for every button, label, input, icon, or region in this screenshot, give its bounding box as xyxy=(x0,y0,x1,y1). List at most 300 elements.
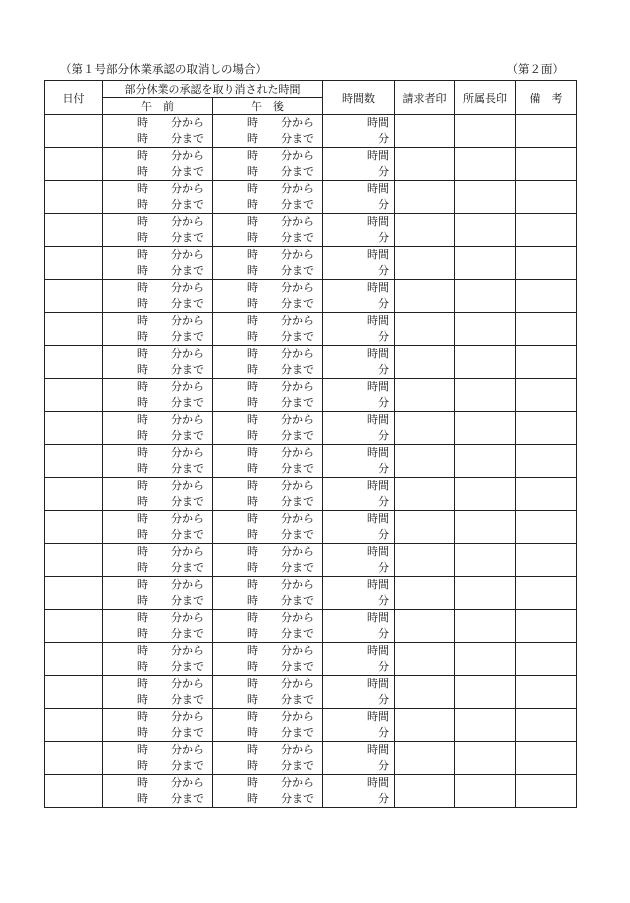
min-to-label: 分まで xyxy=(171,132,204,145)
dept-head-seal-cell[interactable] xyxy=(455,214,516,247)
pm-time-cell[interactable] xyxy=(213,313,323,346)
remarks-cell[interactable] xyxy=(516,478,577,511)
hours-unit-label: 時間 xyxy=(367,413,389,426)
am-time-cell[interactable] xyxy=(103,610,213,643)
min-from-label: 分から xyxy=(171,611,204,624)
hours-cell[interactable] xyxy=(323,214,395,247)
am-time-cell[interactable] xyxy=(103,313,213,346)
hour-label: 時 xyxy=(247,743,258,756)
am-time-cell[interactable] xyxy=(103,544,213,577)
date-cell[interactable] xyxy=(45,445,103,478)
date-cell[interactable] xyxy=(45,412,103,445)
hours-cell[interactable] xyxy=(323,181,395,214)
am-time-cell[interactable] xyxy=(103,115,213,148)
am-time-cell[interactable] xyxy=(103,643,213,676)
pm-time-cell[interactable] xyxy=(213,478,323,511)
am-time-cell[interactable] xyxy=(103,181,213,214)
min-from-label: 分から xyxy=(171,512,204,525)
table-row xyxy=(45,742,577,775)
requester-seal-cell[interactable] xyxy=(395,643,455,676)
hour-label: 時 xyxy=(137,314,148,327)
minutes-unit-label: 分 xyxy=(378,726,389,739)
hour-label: 時 xyxy=(137,644,148,657)
am-time-cell[interactable] xyxy=(103,445,213,478)
hour-label: 時 xyxy=(137,776,148,789)
min-to-label: 分まで xyxy=(281,660,314,673)
min-to-label: 分まで xyxy=(281,396,314,409)
minutes-unit-label: 分 xyxy=(378,264,389,277)
minutes-unit-label: 分 xyxy=(378,363,389,376)
min-to-label: 分まで xyxy=(171,264,204,277)
pm-time-cell[interactable] xyxy=(213,742,323,775)
hours-cell[interactable] xyxy=(323,478,395,511)
remarks-cell[interactable] xyxy=(516,379,577,412)
minutes-unit-label: 分 xyxy=(378,165,389,178)
pm-time-cell[interactable] xyxy=(213,610,323,643)
partial-leave-cancellation-table xyxy=(44,80,577,808)
min-to-label: 分まで xyxy=(171,363,204,376)
hour-label: 時 xyxy=(247,248,258,261)
min-from-label: 分から xyxy=(281,545,314,558)
date-cell[interactable] xyxy=(45,478,103,511)
hours-cell[interactable] xyxy=(323,742,395,775)
am-time-cell[interactable] xyxy=(103,280,213,313)
date-cell[interactable] xyxy=(45,742,103,775)
min-from-label: 分から xyxy=(171,413,204,426)
min-to-label: 分まで xyxy=(281,693,314,706)
remarks-cell[interactable] xyxy=(516,511,577,544)
date-cell[interactable] xyxy=(45,313,103,346)
hour-label: 時 xyxy=(137,660,148,673)
min-from-label: 分から xyxy=(281,215,314,228)
hour-label: 時 xyxy=(247,677,258,690)
hour-label: 時 xyxy=(247,429,258,442)
requester-seal-cell[interactable] xyxy=(395,313,455,346)
table-row xyxy=(45,709,577,742)
minutes-unit-label: 分 xyxy=(378,396,389,409)
hours-cell[interactable] xyxy=(323,445,395,478)
hour-label: 時 xyxy=(247,446,258,459)
hour-label: 時 xyxy=(137,528,148,541)
hours-cell[interactable] xyxy=(323,313,395,346)
min-from-label: 分から xyxy=(281,743,314,756)
min-to-label: 分まで xyxy=(171,660,204,673)
requester-seal-cell[interactable] xyxy=(395,709,455,742)
col-header-date: 日付 xyxy=(45,81,103,115)
pm-time-cell[interactable] xyxy=(213,445,323,478)
date-cell[interactable] xyxy=(45,115,103,148)
col-header-remarks: 備 考 xyxy=(516,81,577,115)
hour-label: 時 xyxy=(137,693,148,706)
form-subtitle: （第１号部分休業承認の取消しの場合） xyxy=(60,62,267,76)
min-from-label: 分から xyxy=(171,644,204,657)
hour-label: 時 xyxy=(137,396,148,409)
table-row xyxy=(45,577,577,610)
requester-seal-cell[interactable] xyxy=(395,181,455,214)
min-to-label: 分まで xyxy=(281,495,314,508)
hour-label: 時 xyxy=(247,132,258,145)
pm-time-cell[interactable] xyxy=(213,379,323,412)
remarks-cell[interactable] xyxy=(516,280,577,313)
table-row xyxy=(45,379,577,412)
hours-cell[interactable] xyxy=(323,379,395,412)
am-time-cell[interactable] xyxy=(103,775,213,808)
hour-label: 時 xyxy=(137,363,148,376)
hour-label: 時 xyxy=(137,743,148,756)
min-from-label: 分から xyxy=(171,314,204,327)
hour-label: 時 xyxy=(247,578,258,591)
min-from-label: 分から xyxy=(171,743,204,756)
date-cell[interactable] xyxy=(45,676,103,709)
requester-seal-cell[interactable] xyxy=(395,379,455,412)
am-time-cell[interactable] xyxy=(103,412,213,445)
dept-head-seal-cell[interactable] xyxy=(455,676,516,709)
hours-unit-label: 時間 xyxy=(367,776,389,789)
table-row xyxy=(45,676,577,709)
pm-time-cell[interactable] xyxy=(213,577,323,610)
dept-head-seal-cell[interactable] xyxy=(455,115,516,148)
hour-label: 時 xyxy=(137,231,148,244)
remarks-cell[interactable] xyxy=(516,742,577,775)
dept-head-seal-cell[interactable] xyxy=(455,742,516,775)
date-cell[interactable] xyxy=(45,346,103,379)
min-to-label: 分まで xyxy=(281,792,314,805)
hour-label: 時 xyxy=(247,116,258,129)
min-from-label: 分から xyxy=(281,446,314,459)
hour-label: 時 xyxy=(137,429,148,442)
minutes-unit-label: 分 xyxy=(378,660,389,673)
am-time-cell[interactable] xyxy=(103,577,213,610)
dept-head-seal-cell[interactable] xyxy=(455,709,516,742)
hour-label: 時 xyxy=(247,528,258,541)
hours-cell[interactable] xyxy=(323,280,395,313)
hour-label: 時 xyxy=(247,198,258,211)
dept-head-seal-cell[interactable] xyxy=(455,511,516,544)
pm-time-cell[interactable] xyxy=(213,643,323,676)
hour-label: 時 xyxy=(247,396,258,409)
minutes-unit-label: 分 xyxy=(378,528,389,541)
requester-seal-cell[interactable] xyxy=(395,247,455,280)
pm-time-cell[interactable] xyxy=(213,280,323,313)
hour-label: 時 xyxy=(247,215,258,228)
min-to-label: 分まで xyxy=(171,627,204,640)
table-row xyxy=(45,412,577,445)
hour-label: 時 xyxy=(247,380,258,393)
am-time-cell[interactable] xyxy=(103,148,213,181)
hour-label: 時 xyxy=(247,264,258,277)
requester-seal-cell[interactable] xyxy=(395,412,455,445)
hours-unit-label: 時間 xyxy=(367,248,389,261)
hour-label: 時 xyxy=(137,198,148,211)
pm-time-cell[interactable] xyxy=(213,775,323,808)
hour-label: 時 xyxy=(247,231,258,244)
hour-label: 時 xyxy=(247,347,258,360)
remarks-cell[interactable] xyxy=(516,544,577,577)
hour-label: 時 xyxy=(137,347,148,360)
date-cell[interactable] xyxy=(45,643,103,676)
min-to-label: 分まで xyxy=(171,396,204,409)
dept-head-seal-cell[interactable] xyxy=(455,247,516,280)
hour-label: 時 xyxy=(247,165,258,178)
hour-label: 時 xyxy=(247,363,258,376)
table-row xyxy=(45,511,577,544)
hour-label: 時 xyxy=(137,297,148,310)
am-time-cell[interactable] xyxy=(103,346,213,379)
requester-seal-cell[interactable] xyxy=(395,280,455,313)
dept-head-seal-cell[interactable] xyxy=(455,445,516,478)
date-cell[interactable] xyxy=(45,148,103,181)
hours-cell[interactable] xyxy=(323,247,395,280)
minutes-unit-label: 分 xyxy=(378,627,389,640)
am-time-cell[interactable] xyxy=(103,742,213,775)
requester-seal-cell[interactable] xyxy=(395,445,455,478)
minutes-unit-label: 分 xyxy=(378,495,389,508)
am-time-cell[interactable] xyxy=(103,478,213,511)
pm-time-cell[interactable] xyxy=(213,676,323,709)
hours-cell[interactable] xyxy=(323,544,395,577)
hour-label: 時 xyxy=(137,281,148,294)
min-to-label: 分まで xyxy=(171,561,204,574)
pm-time-cell[interactable] xyxy=(213,115,323,148)
hours-cell[interactable] xyxy=(323,643,395,676)
dept-head-seal-cell[interactable] xyxy=(455,379,516,412)
remarks-cell[interactable] xyxy=(516,247,577,280)
min-to-label: 分まで xyxy=(281,264,314,277)
col-header-am: 午 前 xyxy=(103,98,213,115)
min-from-label: 分から xyxy=(171,545,204,558)
min-from-label: 分から xyxy=(281,479,314,492)
minutes-unit-label: 分 xyxy=(378,561,389,574)
minutes-unit-label: 分 xyxy=(378,231,389,244)
min-from-label: 分から xyxy=(171,479,204,492)
remarks-cell[interactable] xyxy=(516,676,577,709)
hour-label: 時 xyxy=(137,677,148,690)
pm-time-cell[interactable] xyxy=(213,511,323,544)
hour-label: 時 xyxy=(137,495,148,508)
hours-unit-label: 時間 xyxy=(367,644,389,657)
hour-label: 時 xyxy=(247,512,258,525)
remarks-cell[interactable] xyxy=(516,313,577,346)
min-from-label: 分から xyxy=(281,776,314,789)
requester-seal-cell[interactable] xyxy=(395,115,455,148)
requester-seal-cell[interactable] xyxy=(395,775,455,808)
hour-label: 時 xyxy=(137,413,148,426)
table-row xyxy=(45,643,577,676)
col-header-requester-seal: 請求者印 xyxy=(395,81,455,115)
min-to-label: 分まで xyxy=(281,429,314,442)
hours-unit-label: 時間 xyxy=(367,215,389,228)
min-to-label: 分まで xyxy=(171,594,204,607)
pm-time-cell[interactable] xyxy=(213,247,323,280)
hours-cell[interactable] xyxy=(323,709,395,742)
remarks-cell[interactable] xyxy=(516,610,577,643)
min-from-label: 分から xyxy=(281,413,314,426)
remarks-cell[interactable] xyxy=(516,181,577,214)
hours-cell[interactable] xyxy=(323,148,395,181)
date-cell[interactable] xyxy=(45,247,103,280)
min-from-label: 分から xyxy=(171,446,204,459)
table-row xyxy=(45,346,577,379)
dept-head-seal-cell[interactable] xyxy=(455,577,516,610)
min-from-label: 分から xyxy=(171,677,204,690)
pm-time-cell[interactable] xyxy=(213,181,323,214)
table-row xyxy=(45,280,577,313)
am-time-cell[interactable] xyxy=(103,676,213,709)
hour-label: 時 xyxy=(247,545,258,558)
hour-label: 時 xyxy=(247,611,258,624)
hour-label: 時 xyxy=(247,413,258,426)
table-row xyxy=(45,148,577,181)
min-to-label: 分まで xyxy=(281,330,314,343)
requester-seal-cell[interactable] xyxy=(395,577,455,610)
hour-label: 時 xyxy=(247,693,258,706)
date-cell[interactable] xyxy=(45,709,103,742)
hour-label: 時 xyxy=(247,726,258,739)
minutes-unit-label: 分 xyxy=(378,330,389,343)
min-from-label: 分から xyxy=(281,644,314,657)
hour-label: 時 xyxy=(247,462,258,475)
min-from-label: 分から xyxy=(281,512,314,525)
dept-head-seal-cell[interactable] xyxy=(455,280,516,313)
requester-seal-cell[interactable] xyxy=(395,214,455,247)
date-cell[interactable] xyxy=(45,214,103,247)
hour-label: 時 xyxy=(247,594,258,607)
hour-label: 時 xyxy=(247,660,258,673)
dept-head-seal-cell[interactable] xyxy=(455,610,516,643)
dept-head-seal-cell[interactable] xyxy=(455,643,516,676)
date-cell[interactable] xyxy=(45,544,103,577)
min-to-label: 分まで xyxy=(281,165,314,178)
min-to-label: 分まで xyxy=(171,693,204,706)
min-to-label: 分まで xyxy=(171,231,204,244)
requester-seal-cell[interactable] xyxy=(395,676,455,709)
hour-label: 時 xyxy=(137,116,148,129)
hour-label: 時 xyxy=(137,545,148,558)
dept-head-seal-cell[interactable] xyxy=(455,478,516,511)
dept-head-seal-cell[interactable] xyxy=(455,544,516,577)
date-cell[interactable] xyxy=(45,379,103,412)
hour-label: 時 xyxy=(247,297,258,310)
pm-time-cell[interactable] xyxy=(213,412,323,445)
requester-seal-cell[interactable] xyxy=(395,610,455,643)
min-from-label: 分から xyxy=(171,248,204,261)
am-time-cell[interactable] xyxy=(103,379,213,412)
min-from-label: 分から xyxy=(281,578,314,591)
requester-seal-cell[interactable] xyxy=(395,478,455,511)
hour-label: 時 xyxy=(137,578,148,591)
date-cell[interactable] xyxy=(45,610,103,643)
min-to-label: 分まで xyxy=(171,759,204,772)
hours-cell[interactable] xyxy=(323,577,395,610)
min-from-label: 分から xyxy=(171,149,204,162)
hour-label: 時 xyxy=(137,149,148,162)
min-from-label: 分から xyxy=(281,149,314,162)
dept-head-seal-cell[interactable] xyxy=(455,346,516,379)
minutes-unit-label: 分 xyxy=(378,693,389,706)
pm-time-cell[interactable] xyxy=(213,709,323,742)
dept-head-seal-cell[interactable] xyxy=(455,775,516,808)
remarks-cell[interactable] xyxy=(516,445,577,478)
remarks-cell[interactable] xyxy=(516,775,577,808)
hours-cell[interactable] xyxy=(323,610,395,643)
hour-label: 時 xyxy=(137,182,148,195)
min-from-label: 分から xyxy=(171,776,204,789)
am-time-cell[interactable] xyxy=(103,247,213,280)
min-from-label: 分から xyxy=(171,182,204,195)
hours-cell[interactable] xyxy=(323,511,395,544)
am-time-cell[interactable] xyxy=(103,511,213,544)
hours-cell[interactable] xyxy=(323,346,395,379)
pm-time-cell[interactable] xyxy=(213,346,323,379)
min-from-label: 分から xyxy=(281,677,314,690)
min-to-label: 分まで xyxy=(171,462,204,475)
min-to-label: 分まで xyxy=(281,132,314,145)
hour-label: 時 xyxy=(137,611,148,624)
requester-seal-cell[interactable] xyxy=(395,544,455,577)
remarks-cell[interactable] xyxy=(516,709,577,742)
min-from-label: 分から xyxy=(281,347,314,360)
date-cell[interactable] xyxy=(45,775,103,808)
dept-head-seal-cell[interactable] xyxy=(455,313,516,346)
date-cell[interactable] xyxy=(45,511,103,544)
min-to-label: 分まで xyxy=(281,297,314,310)
hours-cell[interactable] xyxy=(323,775,395,808)
hours-cell[interactable] xyxy=(323,412,395,445)
min-from-label: 分から xyxy=(171,578,204,591)
remarks-cell[interactable] xyxy=(516,412,577,445)
hours-cell[interactable] xyxy=(323,676,395,709)
remarks-cell[interactable] xyxy=(516,214,577,247)
remarks-cell[interactable] xyxy=(516,346,577,379)
date-cell[interactable] xyxy=(45,577,103,610)
hour-label: 時 xyxy=(247,759,258,772)
pm-time-cell[interactable] xyxy=(213,214,323,247)
hour-label: 時 xyxy=(137,479,148,492)
table-row xyxy=(45,181,577,214)
table-row xyxy=(45,115,577,148)
min-from-label: 分から xyxy=(281,182,314,195)
pm-time-cell[interactable] xyxy=(213,148,323,181)
min-to-label: 分まで xyxy=(171,495,204,508)
hours-unit-label: 時間 xyxy=(367,446,389,459)
remarks-cell[interactable] xyxy=(516,148,577,181)
requester-seal-cell[interactable] xyxy=(395,742,455,775)
remarks-cell[interactable] xyxy=(516,643,577,676)
date-cell[interactable] xyxy=(45,181,103,214)
hours-unit-label: 時間 xyxy=(367,578,389,591)
requester-seal-cell[interactable] xyxy=(395,511,455,544)
min-to-label: 分まで xyxy=(171,330,204,343)
date-cell[interactable] xyxy=(45,280,103,313)
hour-label: 時 xyxy=(247,792,258,805)
hours-unit-label: 時間 xyxy=(367,512,389,525)
am-time-cell[interactable] xyxy=(103,709,213,742)
hour-label: 時 xyxy=(137,594,148,607)
hour-label: 時 xyxy=(247,710,258,723)
minutes-unit-label: 分 xyxy=(378,462,389,475)
requester-seal-cell[interactable] xyxy=(395,148,455,181)
requester-seal-cell[interactable] xyxy=(395,346,455,379)
hours-cell[interactable] xyxy=(323,115,395,148)
am-time-cell[interactable] xyxy=(103,214,213,247)
min-to-label: 分まで xyxy=(171,726,204,739)
remarks-cell[interactable] xyxy=(516,577,577,610)
dept-head-seal-cell[interactable] xyxy=(455,412,516,445)
dept-head-seal-cell[interactable] xyxy=(455,148,516,181)
dept-head-seal-cell[interactable] xyxy=(455,181,516,214)
pm-time-cell[interactable] xyxy=(213,544,323,577)
remarks-cell[interactable] xyxy=(516,115,577,148)
